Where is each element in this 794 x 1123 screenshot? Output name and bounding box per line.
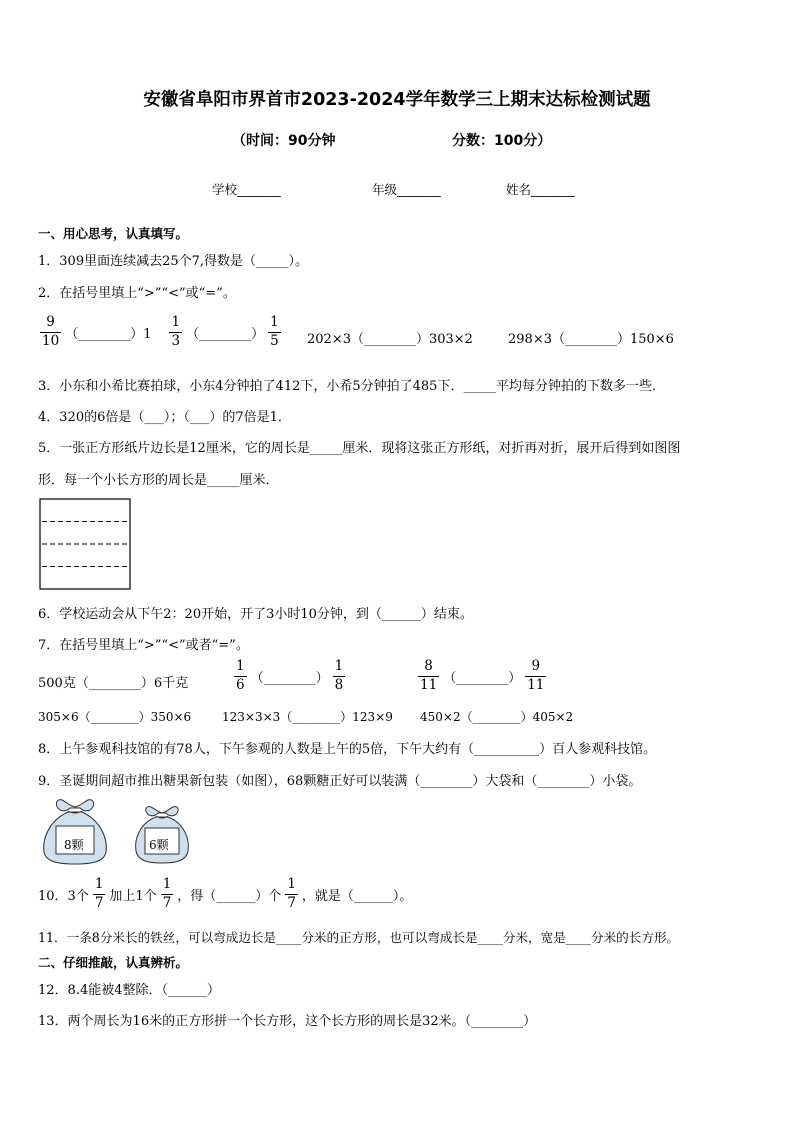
question-7-f: 450×2（________）405×2 bbox=[420, 710, 574, 724]
fraction: $\frac{1}{6}$ bbox=[236, 658, 245, 693]
question-2-multiply-b: 298×3（________）150×6 bbox=[508, 332, 674, 347]
question-12: 12．8.4能被4整除．（______） bbox=[38, 983, 220, 998]
school-field[interactable]: 学校_______ bbox=[212, 182, 281, 197]
folded-paper-figure bbox=[38, 497, 134, 591]
question-2-stem: 2．在括号里填上“>”“<”或“=”。 bbox=[38, 286, 236, 301]
question-6: 6．学校运动会从下午2：20开始，开了3小时10分钟，到（______）结束。 bbox=[38, 607, 473, 622]
question-10-text: 10．3个 bbox=[38, 888, 89, 904]
question-10-text: ，得（______）个 bbox=[177, 888, 282, 904]
question-4: 4．320的6倍是（___）；（___）的7倍是1． bbox=[38, 410, 291, 425]
fraction: $\frac{9}{11}$ bbox=[527, 658, 545, 693]
grade-field[interactable]: 年级_______ bbox=[372, 182, 441, 197]
question-2-fraction-row bbox=[36, 316, 285, 348]
question-9: 9．圣诞期间超市推出糖果新包装（如图），68颗糖正好可以装满（________）大袋和（________）小袋。 bbox=[38, 774, 642, 789]
fraction: $\frac{1}{5}$ bbox=[270, 314, 279, 349]
fraction: $\frac{1}{7}$ bbox=[162, 876, 172, 911]
answer-blank[interactable]: （________） bbox=[250, 670, 329, 686]
fraction: $\frac{1}{7}$ bbox=[94, 876, 104, 911]
exam-time: （时间：90分钟 bbox=[232, 133, 336, 149]
question-2-multiply-a: 202×3（________）303×2 bbox=[307, 332, 473, 347]
question-10-text: 加上1个 bbox=[109, 888, 157, 904]
answer-blank[interactable]: （________） bbox=[186, 326, 265, 342]
small-candy-bag-illustration bbox=[132, 803, 192, 865]
question-1: 1．309里面连续减去25个7,得数是（_____）。 bbox=[38, 254, 309, 269]
question-13: 13．两个周长为16米的正方形拼一个长方形，这个长方形的周长是32米。（________） bbox=[38, 1014, 537, 1029]
question-5-line-2: 形．每一个小长方形的周长是_____厘米． bbox=[38, 473, 279, 488]
question-5-line-1: 5．一张正方形纸片边长是12厘米，它的周长是_____厘米．现将这张正方形纸，对折再对折，展开后得到如图图 bbox=[38, 441, 681, 456]
answer-blank[interactable]: （________） bbox=[443, 670, 522, 686]
question-10 bbox=[38, 878, 412, 910]
question-10-text: ，就是（______）。 bbox=[301, 888, 413, 904]
question-7-c bbox=[414, 660, 550, 692]
fraction: $\frac{8}{11}$ bbox=[420, 658, 438, 693]
section-2-title: 二、仔细推敲，认真辨析。 bbox=[38, 955, 189, 970]
small-bag-label: 6颗 bbox=[149, 838, 169, 852]
question-3: 3．小东和小希比赛拍球，小东4分钟拍了412下，小希5分钟拍了485下．_____平均每分钟拍的下数多一些． bbox=[38, 379, 665, 394]
big-bag-label: 8颗 bbox=[64, 838, 84, 852]
fraction: $\frac{9}{10}$ bbox=[42, 314, 60, 349]
section-1-title: 一、用心思考，认真填写。 bbox=[38, 226, 189, 241]
question-11: 11．一条8分米长的铁丝，可以弯成边长是____分米的正方形，也可以弯成长是____分米，宽是____分米的长方形。 bbox=[38, 930, 680, 945]
fraction: $\frac{1}{8}$ bbox=[334, 658, 344, 693]
question-8: 8．上午参观科技馆的有78人，下午参观的人数是上午的5倍，下午大约有（__________）百人参观科技馆。 bbox=[38, 742, 657, 757]
question-7-stem: 7．在括号里填上“>”“<”或者“=”。 bbox=[38, 638, 249, 653]
page-title: 安徽省阜阳市界首市2023-2024学年数学三上期末达标检测试题 bbox=[143, 90, 651, 110]
big-candy-bag-illustration bbox=[40, 796, 110, 866]
answer-blank[interactable]: （________）1 bbox=[65, 326, 152, 342]
name-field[interactable]: 姓名_______ bbox=[506, 182, 575, 197]
question-7-b bbox=[230, 660, 349, 692]
question-7-a: 500克（________）6千克 bbox=[38, 676, 189, 691]
exam-score: 分数：100分） bbox=[452, 133, 552, 149]
fraction: $\frac{1}{3}$ bbox=[171, 314, 181, 349]
fraction: $\frac{1}{7}$ bbox=[287, 876, 296, 911]
question-7-e: 123×3×3（________）123×9 bbox=[222, 710, 393, 724]
question-7-d: 305×6（________）350×6 bbox=[38, 710, 192, 724]
